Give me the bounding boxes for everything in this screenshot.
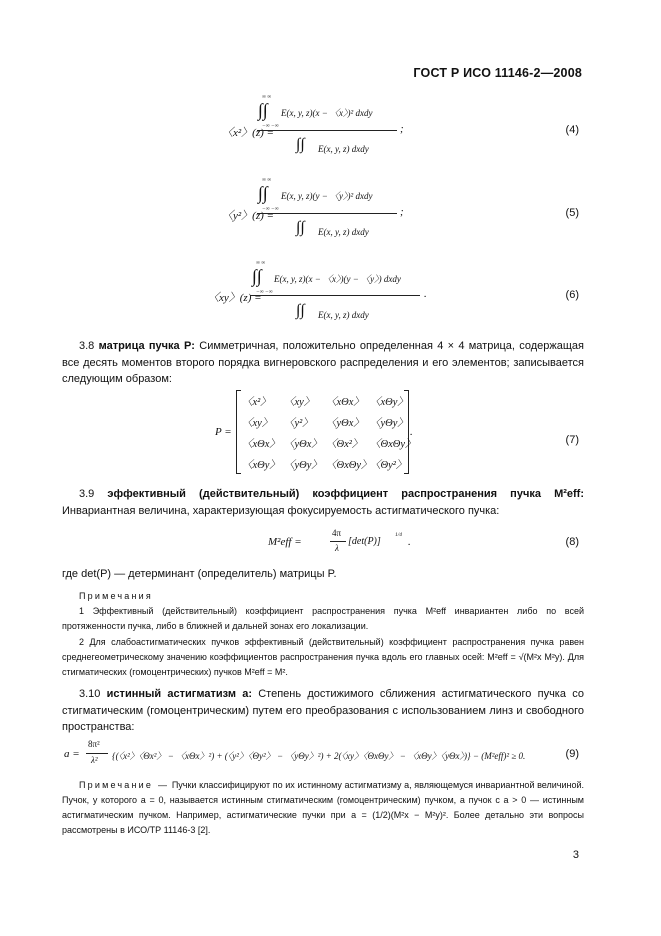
eq9-fraction-bar xyxy=(86,753,108,754)
eq6-number: (6) xyxy=(565,289,579,301)
eq8-number: (8) xyxy=(565,536,579,548)
eq6-lhs: 〈xy〉(z) = xyxy=(208,292,262,304)
eq4-limits-upper: ∞ ∞ xyxy=(262,94,272,100)
eq5-tail: ; xyxy=(400,206,404,218)
section-3-8-text: Симметричная, положительно определенная 4 × 4 матрица, содержащая все десять моментов второго порядка вигнеровского распределения и его элементов; записывается следующим образом: xyxy=(62,340,584,385)
eq4-tail: ; xyxy=(400,123,404,135)
eq8-body: [det(P)] xyxy=(348,536,381,547)
matrix-cell-r1-c4: 〈xΘy〉 xyxy=(370,397,408,408)
section-3-10-term: истинный астигматизм a: xyxy=(106,688,252,700)
where-det: где det(P) — детерминант (определитель) матрицы P. xyxy=(62,568,337,580)
eq7-tail: . xyxy=(410,426,413,438)
eq9-body: {(〈x²〉〈Θx²〉 − 〈xΘx〉²) + (〈y²〉〈Θy²〉 − 〈yΘy〉²) + 2(〈xy〉〈ΘxΘy〉 − 〈xΘy〉〈yΘx〉)} − (M²eff)² ≥ 0. xyxy=(112,751,526,761)
matrix-cell-r3-c1: 〈xΘx〉 xyxy=(242,439,280,450)
section-3-9-text: Инвариантная величина, характеризующая фокусируемость астигматического пучка: xyxy=(62,504,500,517)
eq6-limits-upper: ∞ ∞ xyxy=(256,260,266,266)
matrix-cell-r2-c4: 〈yΘy〉 xyxy=(370,418,408,429)
eq8-fraction-bar xyxy=(330,541,346,542)
matrix-cell-r3-c2: 〈yΘx〉 xyxy=(284,439,322,450)
eq6-denominator: E(x, y, z) dxdy xyxy=(318,310,369,320)
eq8-exp: 1/4 xyxy=(395,532,403,538)
notes-title xyxy=(62,589,584,604)
final-note-text: Пучки классифицируют по их истинному астигматизму a, являющемуся инвариантной величиной. Пучок, у которого a = 0, называется истинным стигматическим (гомоцентрическим) пучком, а пучок с a > 0 — истинным астигматическим пучком. Например, астигматические пучки при a = (1/2)(M²x − M²y)². Более детально эти вопросы рассмотрены в ИСО/ТР 11146-3 [2]. xyxy=(62,780,584,835)
matrix-cell-r3-c4: 〈ΘxΘy〉 xyxy=(370,439,416,450)
eq6-den-integrals: ∫∫ xyxy=(296,302,305,319)
eq6-numerator: E(x, y, z)(x − 〈x〉)(y − 〈y〉) dxdy xyxy=(274,274,401,284)
equation-8 xyxy=(0,526,661,560)
note-2-text: 2 Для слабоастигматических пучков эффективный (действительный) коэффициент распространения пучка равен среднегеометрическому значению коэффициентов распространения пучка вдоль его главных осей: M²eff = √(M²x M²y). Для стигматических (гомоцентрических) пучков M²eff = M². xyxy=(62,637,584,677)
eq8-tail: . xyxy=(408,536,411,548)
eq5-limits-upper: ∞ ∞ xyxy=(262,177,272,183)
equation-7-matrix xyxy=(0,388,661,478)
section-3-9 xyxy=(62,486,584,519)
eq5-number: (5) xyxy=(565,207,579,219)
matrix-cell-r1-c1: 〈x²〉 xyxy=(242,397,271,408)
eq4-denominator: E(x, y, z) dxdy xyxy=(318,144,369,154)
eq4-lhs: 〈x²〉(z) = xyxy=(222,127,274,139)
matrix-cell-r4-c4: 〈Θy²〉 xyxy=(370,460,407,471)
section-3-9-term: эффективный (действительный) коэффициент распространения пучка M²eff: xyxy=(107,488,584,500)
section-3-10-num: 3.10 xyxy=(79,688,101,700)
page-number: 3 xyxy=(572,849,579,861)
eq6-limits-lower: −∞ −∞ xyxy=(256,289,273,295)
equation-9 xyxy=(0,738,661,772)
eq8-lhs: M²eff = xyxy=(268,536,302,548)
note-1 xyxy=(62,604,584,634)
matrix-left-bracket xyxy=(236,390,241,474)
eq9-lhs: a = xyxy=(64,748,80,760)
equation-6 xyxy=(0,258,661,330)
matrix-cell-r2-c2: 〈y²〉 xyxy=(284,418,313,429)
eq9-coef-den: λ² xyxy=(91,755,98,765)
eq4-numerator: E(x, y, z)(x − 〈x〉)² dxdy xyxy=(281,108,373,118)
matrix-cell-r2-c1: 〈xy〉 xyxy=(242,418,273,429)
eq4-number: (4) xyxy=(565,124,579,136)
document-header: ГОСТ Р ИСО 11146-2—2008 xyxy=(413,66,582,80)
eq5-fraction-bar xyxy=(257,213,397,214)
eq5-lhs: 〈y²〉(z) = xyxy=(222,210,274,222)
final-note-label: Примечание — xyxy=(79,780,170,790)
eq9-coef-num: 8π² xyxy=(88,739,100,749)
note-1-text: 1 Эффективный (действительный) коэффициент распространения пучка M²eff инвариантен либо по всей протяженности пучка, либо в ближней и дальней зонах его локализации. xyxy=(62,606,584,631)
eq8-coef-den: λ xyxy=(335,543,339,553)
eq8-coef-num: 4π xyxy=(332,528,342,538)
eq4-integrals: ∫∫ xyxy=(258,100,268,120)
section-3-9-num: 3.9 xyxy=(79,488,95,500)
matrix-cell-r1-c2: 〈xy〉 xyxy=(284,397,315,408)
final-note xyxy=(62,778,584,838)
matrix-cell-r3-c3: 〈Θx²〉 xyxy=(326,439,363,450)
matrix-cell-r4-c1: 〈xΘy〉 xyxy=(242,460,280,471)
eq5-integrals: ∫∫ xyxy=(258,183,268,203)
matrix-cell-r4-c3: 〈ΘxΘy〉 xyxy=(326,460,372,471)
matrix-cell-r1-c3: 〈xΘx〉 xyxy=(326,397,364,408)
eq5-denominator: E(x, y, z) dxdy xyxy=(318,227,369,237)
section-3-8-term: матрица пучка P: xyxy=(98,340,195,352)
matrix-cell-r2-c3: 〈yΘx〉 xyxy=(326,418,364,429)
eq5-limits-lower: −∞ −∞ xyxy=(262,206,279,212)
eq7-number: (7) xyxy=(565,434,579,446)
eq9-number: (9) xyxy=(565,748,579,760)
equation-5 xyxy=(0,175,661,245)
eq4-fraction-bar xyxy=(257,130,397,131)
eq7-lhs: P = xyxy=(215,426,232,438)
eq6-integrals: ∫∫ xyxy=(252,266,262,286)
matrix-cell-r4-c2: 〈yΘy〉 xyxy=(284,460,322,471)
eq5-den-integrals: ∫∫ xyxy=(296,219,305,236)
section-3-8 xyxy=(62,338,584,388)
equation-4 xyxy=(0,92,661,162)
notes-title-text: Примечания xyxy=(79,591,153,601)
section-3-10-text: Степень достижимого сближения астигматического пучка со стигматическим (гомоцентрическим) путем его преобразования с использованием линз и свободного пространства: xyxy=(62,688,584,733)
eq6-tail: . xyxy=(424,288,427,300)
eq6-fraction-bar xyxy=(250,295,420,296)
section-3-8-num: 3.8 xyxy=(79,340,95,352)
eq4-limits-lower: −∞ −∞ xyxy=(262,123,279,129)
eq4-den-integrals: ∫∫ xyxy=(296,136,305,153)
note-2 xyxy=(62,635,584,680)
eq5-numerator: E(x, y, z)(y − 〈y〉)² dxdy xyxy=(281,191,373,201)
section-3-10 xyxy=(62,686,584,736)
